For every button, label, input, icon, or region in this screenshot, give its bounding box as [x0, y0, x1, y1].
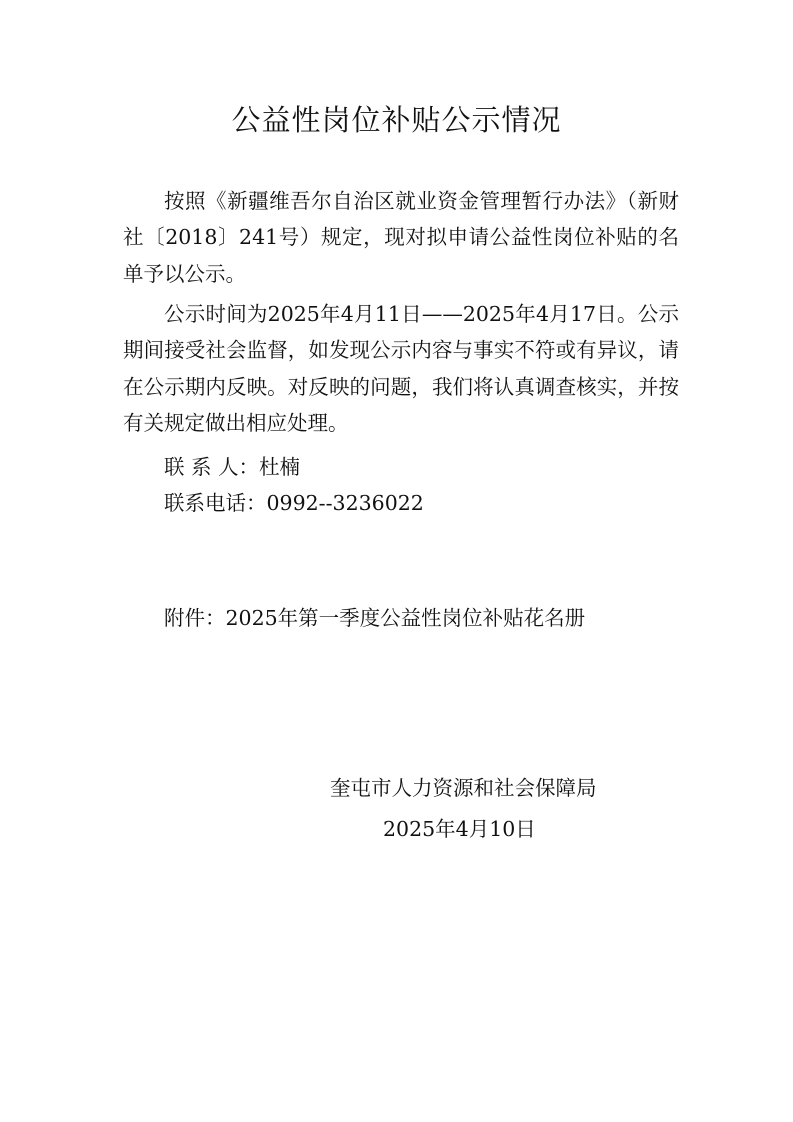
- attachment-note: 附件：2025年第一季度公益性岗位补贴花名册: [164, 606, 586, 630]
- body-paragraph-basis: [123, 183, 679, 292]
- paragraph-text: 按照《新疆维吾尔自治区就业资金管理暂行办法》（新财社〔2018〕241号）规定，现对拟申请公益性岗位补贴的名单予以公示。: [123, 189, 679, 286]
- issuing-organization: 奎屯市人力资源和社会保障局: [330, 776, 597, 800]
- body-paragraph-period: [123, 296, 679, 441]
- document-title: 公益性岗位补贴公示情况: [231, 103, 562, 137]
- contact-phone: 联系电话：0992--3236022: [164, 491, 424, 515]
- issue-date: 2025年4月10日: [383, 817, 536, 841]
- paragraph-text: 公示时间为2025年4月11日——2025年4月17日。公示期间接受社会监督，如发现公示内容与事实不符或有异议，请在公示期内反映。对反映的问题，我们将认真调查核实，并按有关规定做出相应处理。: [123, 302, 679, 435]
- contact-person: 联 系 人：杜楠: [164, 455, 301, 479]
